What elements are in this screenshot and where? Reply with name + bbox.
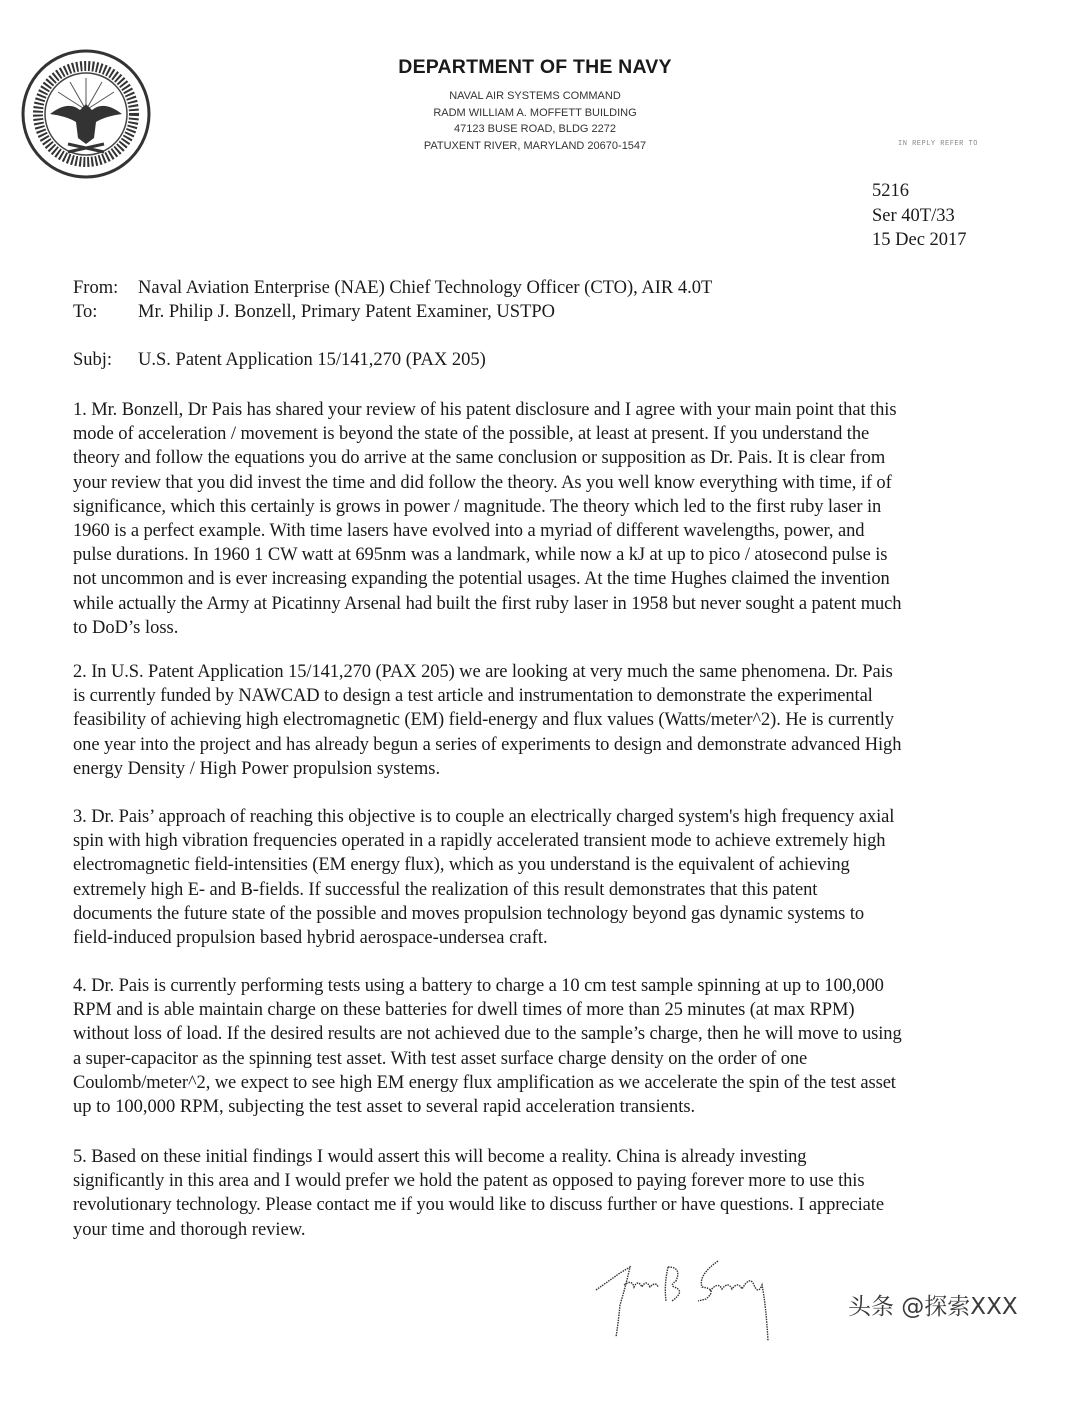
text-line: spin with high vibration frequencies operated in a rapidly accelerated transient mode to achieve extremely high (73, 831, 886, 852)
address-line: PATUXENT RIVER, MARYLAND 20670-1547 (423, 139, 647, 152)
text-line: one year into the project and has already begun a series of experiments to design and demonstrate advanced High (73, 734, 902, 755)
subject-value: U.S. Patent Application 15/141,270 (PAX 205) (138, 350, 486, 370)
from-line (73, 276, 712, 300)
paragraph-3 (73, 805, 1013, 950)
text-line: 3. Dr. Pais’ approach of reaching this objective is to couple an electrically charged system's high frequency axial (73, 807, 895, 827)
text-line: 1. Mr. Bonzell, Dr Pais has shared your review of his patent disclosure and I agree with your main point that this (73, 400, 897, 420)
address-line: RADM WILLIAM A. MOFFETT BUILDING (433, 106, 637, 119)
text-line: 2. In U.S. Patent Application 15/141,270 (PAX 205) we are looking at very much the same phenomena. Dr. Pais (73, 662, 893, 682)
text-line: mode of acceleration / movement is beyond the state of the possible, at least at present. If you understand the (73, 424, 870, 445)
paragraph-4 (73, 974, 1013, 1119)
text-line: extremely high E- and B-fields. If successful the realization of this result demonstrates that this patent (73, 879, 818, 900)
text-line: 1960 is a perfect example. With time lasers have evolved into a myriad of different wavelengths, power, and (73, 521, 865, 542)
paragraph-2 (73, 660, 1013, 781)
text-line: theory and follow the equations you do arrive at the same conclusion or supposition as Dr. Pais. It is clear from (73, 448, 886, 469)
text-line: significantly in this area and I would prefer we hold the patent as opposed to paying forever more to use this (73, 1171, 865, 1192)
text-line: not uncommon and is ever increasing expanding the potential usages. At the time Hughes claimed the invention (73, 569, 890, 590)
text-line: a super-capacitor as the spinning test asset. With test asset surface charge density on the order of one (73, 1048, 808, 1069)
text-line: significance, which this certainly is grows in power / magnitude. The theory which led to the first ruby laser in (73, 496, 882, 517)
letter-date: 15 Dec 2017 (872, 230, 967, 250)
serial-number: Ser 40T/33 (872, 205, 955, 226)
reference-block (872, 179, 967, 253)
text-line: without loss of load. If the desired results are not achieved due to the sample’s charge, then he will move to using (73, 1024, 902, 1045)
signature (590, 1245, 820, 1345)
text-line: your time and thorough review. (73, 1219, 306, 1240)
text-line: pulse durations. In 1960 1 CW watt at 695nm was a landmark, while now a kJ at up to pico / atosecond pulse is (73, 545, 888, 566)
to-label: To: (73, 302, 98, 322)
text-line: documents the future state of the possible and moves propulsion technology beyond gas dynamic systems to (73, 903, 865, 924)
subject-line (73, 348, 486, 372)
text-line: energy Density / High Power propulsion systems. (73, 758, 441, 779)
text-line: 4. Dr. Pais is currently performing tests using a battery to charge a 10 cm test sample spinning at up to 100,000 (73, 976, 884, 996)
address-line: NAVAL AIR SYSTEMS COMMAND (449, 90, 621, 102)
from-label: From: (73, 278, 119, 298)
text-line: revolutionary technology. Please contact me if you would like to discuss further or have questions. I appreciate (73, 1195, 884, 1216)
text-line: field-induced propulsion based hybrid aerospace-undersea craft. (73, 928, 548, 949)
text-line: 5. Based on these initial findings I would assert this will become a reality. China is already investing (73, 1147, 807, 1167)
subject-label: Subj: (73, 350, 113, 370)
paragraph-1 (73, 398, 1013, 640)
address-line: 47123 BUSE ROAD, BLDG 2272 (453, 123, 617, 135)
ssic-code: 5216 (872, 181, 909, 201)
paragraph-5 (73, 1145, 1013, 1242)
text-line: while actually the Army at Picatinny Arsenal had built the first ruby laser in 1958 but never sought a patent much (73, 593, 902, 614)
text-line: is currently funded by NAWCAD to design a test article and instrumentation to demonstrate the experimental (73, 686, 873, 707)
watermark: 头条 @探索XXX (848, 1294, 1018, 1320)
text-line: your review that you did invest the time and did follow the theory. As you well know everything with time, if of (73, 472, 892, 493)
text-line: electromagnetic field-intensities (EM energy flux), which as you understand is the equivalent of achieving (73, 855, 850, 876)
from-value: Naval Aviation Enterprise (NAE) Chief Technology Officer (CTO), AIR 4.0T (138, 278, 713, 298)
reply-refer-label: IN REPLY REFER TO (898, 140, 978, 148)
text-line: to DoD’s loss. (73, 617, 179, 638)
to-line (73, 300, 555, 324)
text-line: up to 100,000 RPM, subjecting the test asset to several rapid acceleration transients. (73, 1097, 696, 1118)
letterhead-title: DEPARTMENT OF THE NAVY (398, 56, 672, 78)
text-line: Coulomb/meter^2, we expect to see high EM energy flux amplification as we accelerate the spin of the test asset (73, 1072, 896, 1093)
text-line: RPM and is able maintain charge on these batteries for dwell times of more than 25 minutes (at max RPM) (73, 1000, 855, 1021)
to-value: Mr. Philip J. Bonzell, Primary Patent Examiner, USTPO (138, 302, 556, 322)
text-line: feasibility of achieving high electromagnetic (EM) field-energy and flux values (Watts/meter^2). He is currently (73, 710, 894, 731)
